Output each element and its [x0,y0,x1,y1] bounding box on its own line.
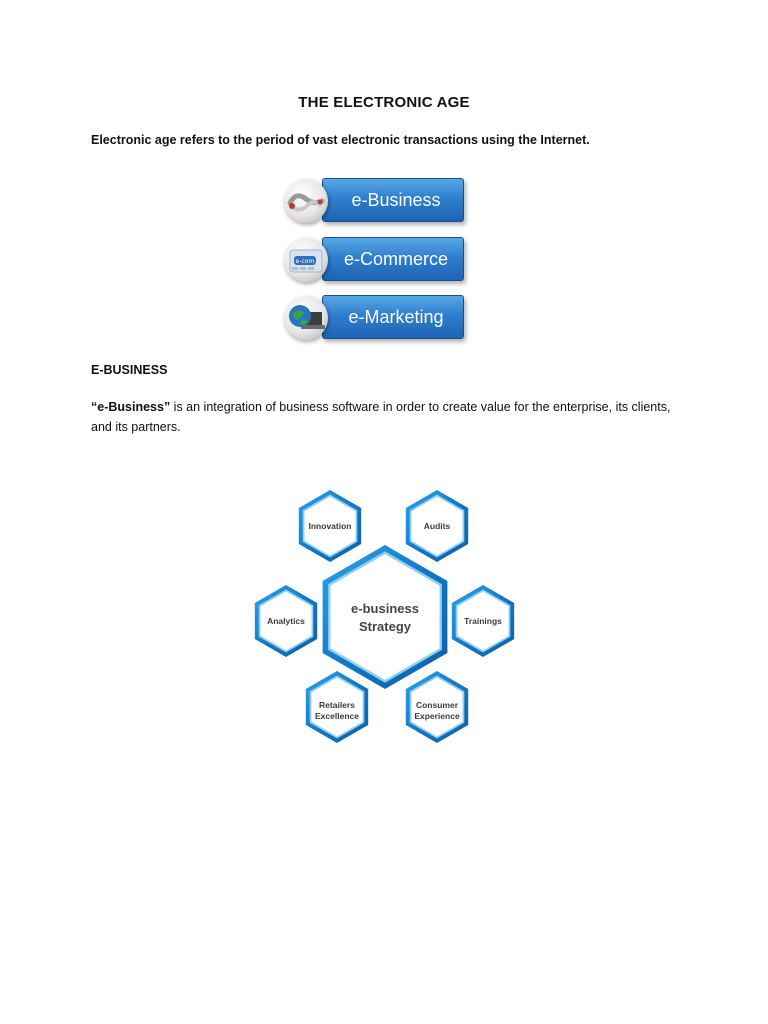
node-consumer-experience [402,700,472,722]
node-innovation: Innovation [308,521,352,531]
eterm-label: e-Commerce [322,237,464,281]
node-retailers-line1: Retailers [319,700,355,710]
node-trainings: Trainings [464,616,502,626]
section-heading: E-BUSINESS [91,363,168,377]
globe-laptop-icon [284,296,328,340]
paragraph-term: “e-Business” [91,400,171,414]
eterm-label: e-Marketing [322,295,464,339]
center-line2: Strategy [358,619,412,634]
paragraph-line2: and its partners. [91,420,181,434]
eterm-ebusiness [284,178,466,224]
node-audits: Audits [423,521,451,531]
eterm-label: e-Business [322,178,464,222]
eterm-emarketing [284,295,466,341]
ebusiness-paragraph [91,397,701,437]
handshake-icon [284,179,328,223]
node-retailers-line2: Excellence [315,711,359,721]
intro-text: Electronic age refers to the period of vast electronic transactions using the Internet. [91,133,590,147]
node-consumer-line2: Experience [414,711,460,721]
eterm-ecommerce [284,237,466,283]
node-retailers-excellence [302,700,372,722]
center-line1: e-business [351,601,419,616]
paragraph-line1: is an integration of business software in order to create value for the enterprise, its clients, [170,400,671,414]
ebusiness-strategy-diagram [244,480,534,755]
page-title: THE ELECTRONIC AGE [298,94,470,111]
keyboard-key-text: e-com [295,258,315,265]
keyboard-icon [284,238,328,282]
center-strategy-label [330,600,440,636]
node-consumer-line1: Consumer [415,700,459,710]
node-analytics: Analytics [267,616,305,626]
